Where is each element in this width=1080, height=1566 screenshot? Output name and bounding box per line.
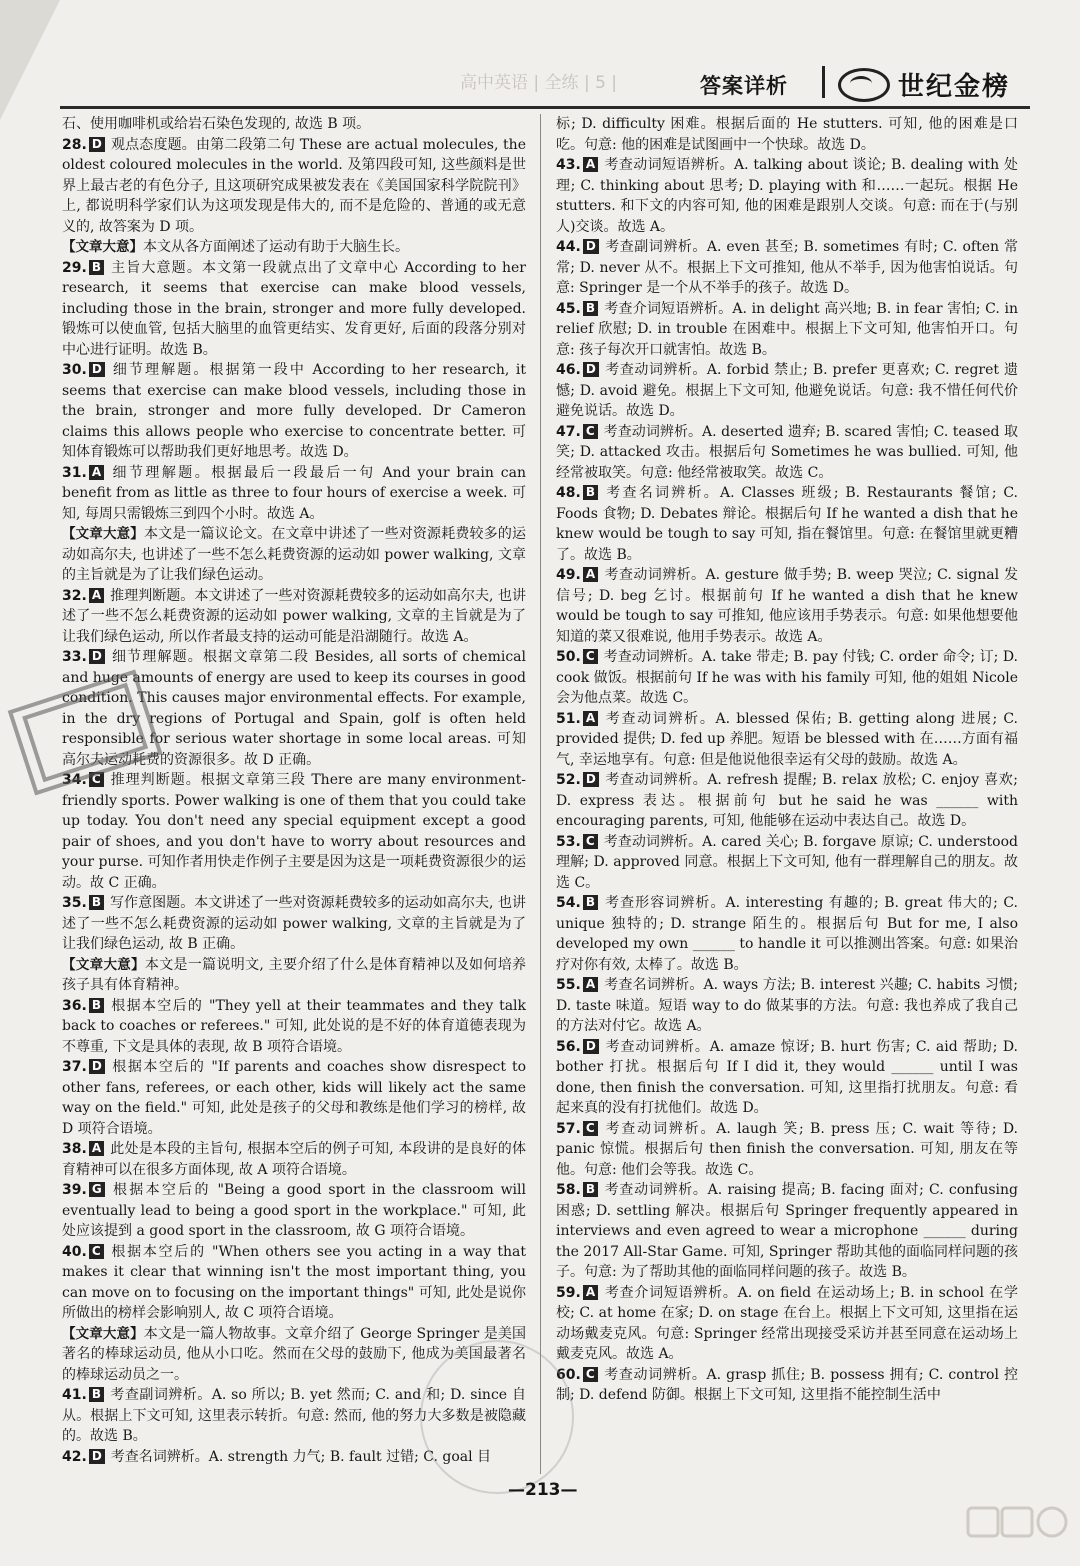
explanation-text: 考查动词辨析。A. raising 提高; B. facing 面对; C. confusing 困惑; D. settling 解决。根据后句 Springer frequently appeared in interviews and even agreed to wear a microphone ______ during the 2017 All-Star Game. 可知, Springer 帮助其他的面临同样问题的孩子。句意: 为了帮助其他的面临同样问题的孩子。故选 B。 (556, 1182, 1018, 1280)
answer-item (62, 1242, 526, 1324)
summary-tag: 【文章大意】 (62, 956, 145, 973)
explanation-text: 考查名词辨析。A. strength 力气; B. fault 过错; C. goal 目 (110, 1448, 492, 1465)
explanation-text: 观点态度题。由第二段第二句 These are actual molecules, the oldest coloured molecules in the world. 及第四段可知, 这些颜料是世界上最古老的有色分子, 且这项研究成果被发表在《美国国家科学院院刊》上, 都说明科学家们认为这项发现是伟大的, 而不是危险的、普通的或无意义的, 故答案为 D 项。 (62, 136, 526, 235)
question-number: 43. (556, 157, 581, 173)
explanation-text: 考查介词短语辨析。A. in delight 高兴地; B. in fear 害怕; C. in relief 欣慰; D. in trouble 在困难中。根据上下文可知, 他害怕开口。句意: 孩子每次开口就害怕。故选 B。 (556, 300, 1018, 358)
summary-text: 本文是一篇人物故事。文章介绍了 George Springer 是美国著名的棒球运动员, 他从小口吃。然而在父母的鼓励下, 他成为美国最著名的棒球运动员之一。 (62, 1325, 527, 1383)
explanation-text: 考查动词辨析。A. grasp 抓住; B. possess 拥有; C. control 控制; D. defend 防御。根据上下文可知, 这里指不能控制生活中 (556, 1366, 1018, 1403)
answer-letter: D (583, 772, 599, 787)
answer-item (556, 483, 1018, 565)
answer-item (62, 135, 526, 238)
explanation-text: 根据本空后的 "Being a good sport in the classroom will eventually lead to being a good sport in the workplace." 可知, 此处应该提到 a good sport in the classroom, 故 G 项符合语境。 (62, 1182, 526, 1239)
question-number: 45. (556, 300, 581, 317)
answer-item (556, 832, 1018, 894)
answer-letter: A (583, 977, 598, 992)
question-number: 29. (62, 259, 87, 276)
page-corner (0, 0, 60, 120)
explanation-text: 考查动词辨析。A. laugh 笑; B. press 压; C. wait 等待; D. panic 惊慌。根据后句 then finish the conversation. 可知, 朋友在等他。句意: 他们会等我。故选 C。 (556, 1120, 1018, 1178)
explanation-text: 细节理解题。根据第一段中 According to her research, it seems that exercise can make blood vessels, including those in the brain, stronger and more fully developed. Dr Cameron claims this allows people who exercise to concentrate better. 可知体育锻炼可以帮助我们更好地思考。故选 D。 (62, 362, 526, 460)
answer-letter: A (89, 588, 104, 603)
brand-logo-icon (838, 68, 890, 102)
answer-letter: C (583, 834, 598, 849)
answer-letter: B (89, 998, 104, 1013)
answer-item (556, 155, 1018, 237)
explanation-text: 考查动词辨析。A. cared 关心; B. forgave 原谅; C. understood 理解; D. approved 同意。根据上下文可知, 他有一群理解自己的朋友。故选 C。 (556, 833, 1018, 891)
answer-letter: B (583, 485, 598, 500)
question-number: 54. (556, 895, 581, 911)
article-summary (62, 237, 526, 258)
question-number: 58. (556, 1182, 581, 1198)
answer-item (556, 1119, 1018, 1181)
question-number: 47. (556, 423, 581, 440)
header-ghost-text: 高中英语 | 全练 | 5 | (460, 73, 618, 93)
answer-item (556, 565, 1018, 647)
answer-letter: B (583, 1182, 598, 1197)
answer-letter: D (89, 362, 105, 377)
answer-item (62, 996, 526, 1058)
explanation-text: 考查动词辨析。A. amaze 惊讶; B. hurt 伤害; C. aid 帮助; D. bother 打扰。根据后句 If I did it, they would ______ until I was done, then finish the conversation. 可知, 这里指打扰朋友。句意: 看起来真的没有打扰他们。故选 D。 (556, 1038, 1018, 1116)
answer-letter: C (89, 1244, 104, 1259)
answer-item (556, 237, 1018, 299)
question-number: 48. (556, 485, 581, 501)
explanation-text: 根据本空后的 "If parents and coaches show disrespect to other fans, referees, or each other, kids will likely act the same way on the field." 可知, 此处是孩子的父母和教练是他们学习的榜样, 故 D 项符合语境。 (62, 1059, 526, 1137)
answer-item (556, 1180, 1018, 1283)
answer-item (62, 1180, 526, 1242)
answer-letter: A (583, 567, 598, 582)
explanation-text: 考查动词辨析。A. forbid 禁止; B. prefer 更喜欢; C. regret 遗憾; D. avoid 避免。根据上下文可知, 他避免说话。句意: 我不惜任何代价避免说话。故选 D。 (556, 362, 1018, 419)
explanation-text: 根据本空后的 "They yell at their teammates and they talk back to coaches or referees." 可知, 此处说的是不好的体育道德表现为不尊重, 下文是具体的表现, 故 B 项符合语境。 (62, 997, 526, 1055)
explanation-text: 考查名词辨析。A. Classes 班级; B. Restaurants 餐馆; C. Foods 食物; D. Debates 辩论。根据后句 If he wanted a dish that he knew would be tough to say 可知, 指在餐馆里。句意: 在餐馆里就更糟了。故选 B。 (556, 485, 1018, 563)
answer-letter: A (583, 1285, 598, 1300)
answer-letter: C (89, 772, 104, 787)
answer-item (62, 893, 526, 955)
answer-item (556, 770, 1018, 832)
question-number: 36. (62, 997, 87, 1014)
explanation-text: 考查副词辨析。A. so 所以; B. yet 然而; C. and 和; D. since 自从。根据上下文可知, 这里表示转折。句意: 然而, 他的努力大多数是被隐藏的。故选 B。 (62, 1387, 526, 1444)
explanation-text: 考查副词辨析。A. even 甚至; B. sometimes 有时; C. often 常常; D. never 从不。根据上下文可推知, 他从不举手, 因为他害怕说话。句意: Springer 是一个从不举手的孩子。故选 D。 (556, 239, 1018, 296)
question-number: 28. (62, 136, 87, 153)
question-number: 50. (556, 649, 581, 665)
question-number: 55. (556, 977, 581, 993)
explanation-text: 细节理解题。根据最后一段最后一句 And your brain can benefit from as little as three to four hours of exercise a week. 可知, 每周只需锻炼三到四个小时。故选 A。 (62, 464, 526, 522)
answer-item (62, 586, 526, 648)
answer-item (62, 1139, 526, 1180)
answer-item (556, 709, 1018, 771)
summary-tag: 【文章大意】 (62, 1325, 144, 1342)
answer-letter: D (89, 1449, 105, 1464)
explanation-text: 考查形容词辨析。A. interesting 有趣的; B. great 伟大的; C. unique 独特的; D. strange 陌生的。根据后句 But for me, I also developed my own ______ to handle it 可以推测出答案。句意: 如果治疗对你有效, 太棒了。故选 B。 (556, 895, 1018, 973)
brand-name: 世纪金榜 (898, 72, 1011, 102)
explanation-text: 根据本空后的 "When others see you acting in a way that makes it clear that winning isn't the most important thing, you can move on to focusing on the important things" 可知, 此处是说你所做出的榜样会影响别人, 故 C 项符合语境。 (62, 1243, 526, 1321)
answer-item (556, 360, 1018, 422)
page-number: —213— (508, 1480, 578, 1500)
summary-tag: 【文章大意】 (62, 239, 143, 255)
answer-letter: B (89, 1387, 104, 1402)
explanation-text: 写作意图题。本文讲述了一些对资源耗费较多的运动如高尔夫, 也讲述了一些不怎么耗费资源的运动如 power walking, 文章的主旨就是为了让我们绿色运动, 故 B 正确。 (62, 895, 526, 952)
summary-tag: 【文章大意】 (62, 526, 144, 542)
site-watermark-icon (962, 1502, 1072, 1562)
question-number: 56. (556, 1038, 581, 1055)
continued-text: 标; D. difficulty 困难。根据后面的 He stutters. 可知, 他的困难是口吃。句意: 他的困难是试图画中一个快球。故选 D。 (556, 116, 1018, 153)
continued-text: 石、使用咖啡机或给岩石染色发现的, 故选 B 项。 (62, 116, 371, 132)
answer-item (556, 647, 1018, 709)
question-number: 59. (556, 1284, 581, 1301)
explanation-text: 考查动词辨析。A. gesture 做手势; B. weep 哭泣; C. signal 发信号; D. beg 乞讨。根据前句 If he wanted a dish that he knew would be tough to say 可推知, 他应该用手势表示。句意: 如果他想要他知道的菜又很难说, 他用手势表示。故选 A。 (556, 567, 1018, 645)
stamp-icon (0, 660, 190, 810)
explanation-text: 细节理解题。根据文章第二段 Besides, all sorts of chemical and huge amounts of energy are used to keep its courses in good condition. This causes major environmental effects. For example, in the dry regions of Portugal and Spain, golf is often held responsible for serious water shortage in some local areas. 可知高尔夫运动耗费的资源很多。故 D 正确。 (62, 649, 526, 768)
answer-item (556, 422, 1018, 484)
question-number: 60. (556, 1366, 581, 1383)
page-header (700, 62, 1030, 106)
answer-letter: A (583, 711, 598, 726)
answer-letter: C (583, 1121, 598, 1136)
answer-letter: D (89, 137, 105, 152)
answer-item (556, 1037, 1018, 1119)
explanation-text: 考查介词短语辨析。A. on field 在运动场上; B. in school 在学校; C. at home 在家; D. on stage 在台上。根据上下文可知, 这里指在运动场戴麦克风。句意: Springer 经常出现接受采访并甚至同意在运动场上戴麦克风。故选 A。 (556, 1284, 1018, 1362)
header-separator (822, 66, 825, 98)
summary-text: 本文是一篇说明文, 主要介绍了什么是体育精神以及如何培养孩子具有体育精神。 (62, 956, 527, 993)
answer-item (62, 258, 526, 361)
answer-item (62, 463, 526, 525)
answer-letter: D (89, 649, 105, 664)
explanation-text: 主旨大意题。本文第一段就点出了文章中心 According to her research, it seems that exercise can make blood vessels, including those in the brain, stronger and more fully developed. 锻炼可以使血管, 包括大脑里的血管更结实、发育更好, 后面的段落分别对中心进行证明。故选 B。 (62, 259, 526, 358)
question-number: 46. (556, 362, 581, 378)
explanation-text: 考查动词辨析。A. take 带走; B. pay 付钱; C. order 命令; 订; D. cook 做饭。根据前句 If he was with his family 可知, 他的姐姐 Nicole 会为他点菜。故选 C。 (556, 649, 1018, 706)
question-number: 41. (62, 1387, 87, 1403)
section-title: 答案详析 (700, 74, 788, 98)
question-number: 52. (556, 772, 581, 788)
answer-item (556, 893, 1018, 975)
question-number: 53. (556, 833, 581, 850)
answer-letter: A (89, 1141, 104, 1156)
question-number: 49. (556, 567, 581, 583)
header-rule (60, 106, 1030, 109)
answer-item (556, 1365, 1018, 1406)
question-number: 44. (556, 239, 581, 255)
question-number: 38. (62, 1141, 87, 1157)
answer-letter: C (583, 1367, 598, 1382)
explanation-text: 推理判断题。本文讲述了一些对资源耗费较多的运动如高尔夫, 也讲述了一些不怎么耗费资源的运动如 power walking, 文章的主旨就是为了让我们绿色运动, 所以作者最支持的运动可能是沿湖随行。故选 A。 (62, 587, 526, 645)
explanation-text: 考查动词辨析。A. refresh 提醒; B. relax 放松; C. enjoy 喜欢; D. express 表达。根据前句 but he said he was ______ with encouraging parents, 可知, 他能够在运动中表达自己。故选 D。 (556, 772, 1018, 829)
column-divider (540, 114, 541, 1474)
answer-letter: B (583, 895, 598, 910)
question-number: 35. (62, 895, 87, 911)
summary-text: 本文是一篇议论文。在文章中讲述了一些对资源耗费较多的运动如高尔夫, 也讲述了一些不怎么耗费资源的运动如 power walking, 文章的主旨就是为了让我们绿色运动。 (62, 526, 526, 583)
explanation-text: 考查动词辨析。A. deserted 遗弃; B. scared 害怕; C. teased 取笑; D. attacked 攻击。根据后句 Sometimes he was bullied. 可知, 他经常被取笑。句意: 他经常被取笑。故选 C。 (556, 423, 1018, 481)
answer-letter: C (583, 649, 598, 664)
summary-text: 本文从各方面阐述了运动有助于大脑生长。 (143, 239, 409, 255)
answer-letter: C (583, 424, 598, 439)
question-number: 31. (62, 464, 87, 481)
answer-letter: D (89, 1059, 105, 1074)
article-summary (62, 524, 526, 586)
explanation-text: 考查动词辨析。A. blessed 保佑; B. getting along 进展; C. provided 提供; D. fed up 养肥。短语 be blessed with 在……方面有福气, 幸运地享有。句意: 但是他说他很幸运有父母的鼓励。故选 A。 (556, 710, 1018, 768)
answer-letter: A (583, 157, 598, 172)
explanation-text: 考查动词短语辨析。A. talking about 谈论; B. dealing with 处理; C. thinking about 思考; D. playing with 和……一起玩。根据 He stutters. 和下文的内容可知, 他的困难是跟别人交谈。句意: 而在于(与别人)交谈。故选 A。 (556, 157, 1018, 235)
answer-letter: B (89, 895, 104, 910)
question-number: 42. (62, 1448, 87, 1465)
question-number: 34. (62, 772, 87, 788)
answer-letter: G (89, 1182, 105, 1197)
answer-letter: D (583, 1039, 599, 1054)
answer-letter: B (89, 260, 104, 275)
answer-letter: D (583, 239, 599, 254)
answer-item (556, 1283, 1018, 1365)
right-column (556, 114, 1018, 1406)
question-number: 32. (62, 587, 87, 604)
answer-item (62, 360, 526, 463)
answer-item (556, 299, 1018, 361)
article-summary (62, 955, 526, 996)
question-number: 30. (62, 362, 87, 378)
explanation-text: 此处是本段的主旨句, 根据本空后的例子可知, 本段讲的是良好的体育精神可以在很多方面体现, 故 A 项符合语境。 (62, 1141, 526, 1178)
explanation-text: 推理判断题。根据文章第三段 There are many environment-friendly sports. Power walking is one of them that you could take up today. You don't need any special equipment except a good pair of shoes, and you don't have to worry about resources and your purse. 可知作者用快走作例子主要是因为这是一项耗费资源很少的运动。故 C 正确。 (62, 772, 526, 891)
question-number: 57. (556, 1120, 581, 1137)
brand (838, 64, 1030, 102)
explanation-text: 考查名词辨析。A. ways 方法; B. interest 兴趣; C. habits 习惯; D. taste 味道。短语 way to do 做某事的方法。句意: 我也养成了我自己的方法对付它。故选 A。 (556, 977, 1018, 1034)
answer-letter: A (89, 465, 104, 480)
question-number: 51. (556, 710, 581, 727)
answer-letter: B (583, 301, 598, 316)
answer-letter: D (583, 362, 599, 377)
question-number: 40. (62, 1243, 87, 1260)
seal-watermark-icon (420, 1340, 574, 1494)
answer-item (62, 1057, 526, 1139)
question-number: 37. (62, 1059, 87, 1075)
question-number: 39. (62, 1182, 87, 1198)
question-number: 33. (62, 649, 87, 665)
answer-item (556, 975, 1018, 1037)
